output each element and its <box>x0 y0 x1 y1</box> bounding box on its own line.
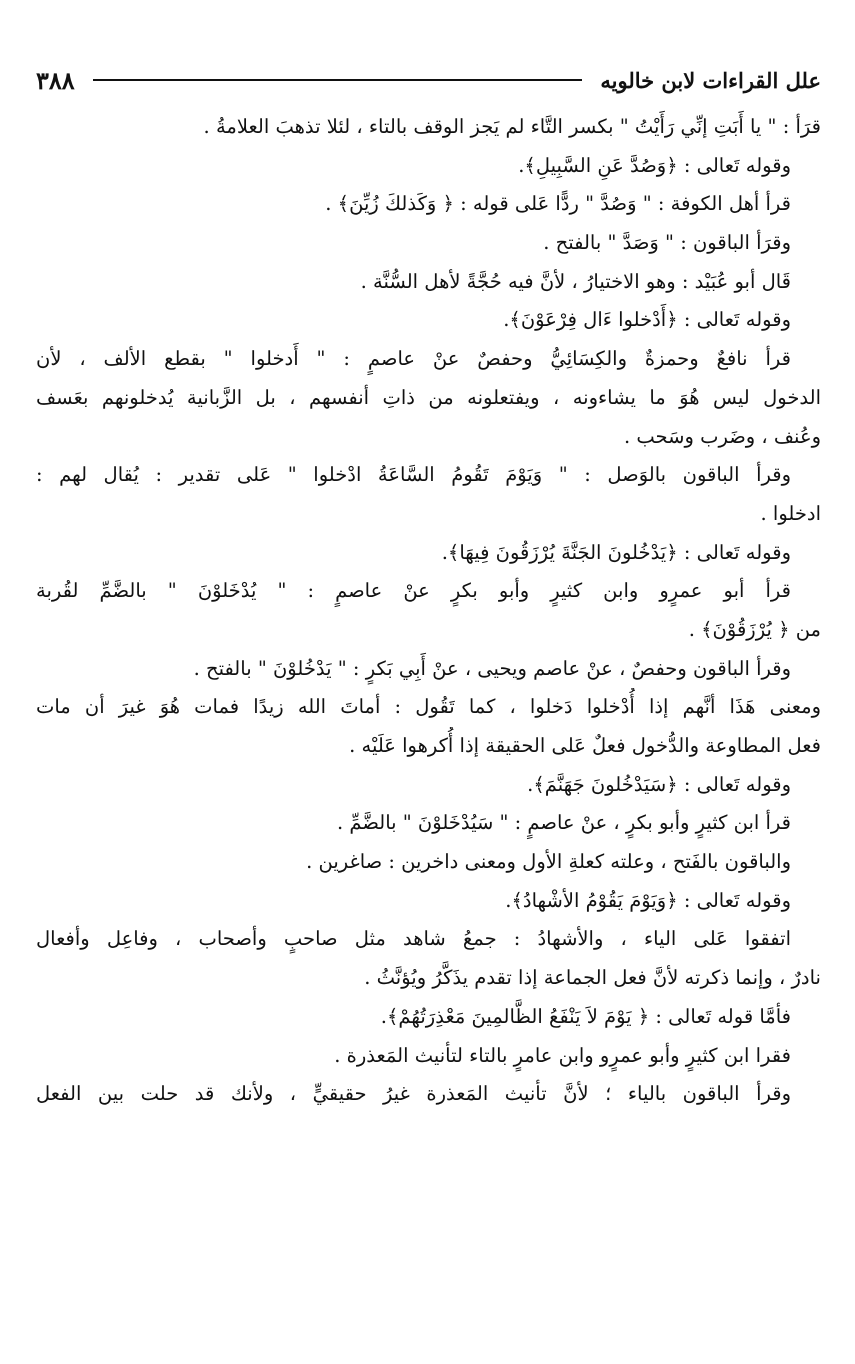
text-line: وقرأ الباقون وحفصٌ ، عنْ عاصم ويحيى ، عنْ أَبِي بَكرٍ : " يَدْخُلوْنَ " بالفتح . <box>193 656 791 680</box>
text-line: قرأ نافعٌ وحمزةٌ والكِسَائِيُّ وحفصٌ عنْ عاصمٍ : " أَدخلوا " بقطع الألف ، لأن <box>36 347 791 371</box>
page-header <box>36 60 821 100</box>
body-text <box>36 108 821 1114</box>
text-line: قرأ ابن كثيرٍ وأبو بكرٍ ، عنْ عاصمٍ : " سَيُدْخَلوْنَ " بالضَّمِّ . <box>336 811 791 835</box>
text-line: ومعنى هَذَا أنَّهم إذا أُدْخلوا دَخلوا ، كما تَقُول : أماتَ الله زيدًا فمات هُوَ غيرَ أن مات <box>36 695 821 719</box>
text-line: اتفقوا عَلى الياء ، والأشهادُ : جمعُ شاهد مثل صاحبٍ وأصحاب ، وفاعِل وأفعال <box>36 927 791 951</box>
text-line: وقوله تَعالى : ﴿يَدْخُلونَ الجَنَّةَ يُرْزَقُونَ فِيهَا﴾. <box>441 540 791 564</box>
text-line: وقرأ الباقون بالوَصل : " وَيَوْمَ تَقُومُ السَّاعَةُ ادْخلوا " عَلى تقدير : يُقال لهم : <box>36 463 791 487</box>
text-line: وقوله تَعالى : ﴿وَيَوْمَ يَقُوْمُ الأشْهادُ﴾. <box>505 888 791 912</box>
text-line: ادخلوا . <box>760 501 821 525</box>
text-line: قرَأ : " يا أَبَتِ إنِّي رَأَيْتُ " بكسر التَّاء لم يَجز الوقف بالتاء ، لئلا تذهبَ العلامةُ . <box>203 115 821 138</box>
text-line: وقرَأ الباقون : " وَصَدَّ " بالفتح . <box>543 231 791 255</box>
text-line: فعل المطاوعة والدُّخول فعلٌ عَلى الحقيقة إذا أُكرهوا عَلَيْه . <box>349 734 821 757</box>
text-line: وقرأ الباقون بالياء ؛ لأنَّ تأنيث المَعذرة غيرُ حقيقيٍّ ، ولأنك قد حلت بين الفعل <box>36 1082 791 1106</box>
text-line: فأمَّا قوله تَعالى : ﴿ يَوْمَ لاَ يَنْفَعُ الظَّالمِينَ مَعْذِرَتُهُمْ﴾. <box>380 1004 791 1028</box>
text-line: من ﴿ يُرْزَقُوْنَ﴾ . <box>688 617 821 641</box>
book-title: علل القراءات لابن خالويه <box>600 67 821 93</box>
text-line: الدخول ليس هُوَ ما يشاءونه ، ويفتعلونه من ذاتِ أنفسهم ، بل الزَّبانية يُدخلونهم بعَسف <box>36 385 821 409</box>
text-line: قرأ أبو عمرٍو وابن كثيرٍ وأبو بكرٍ عنْ عاصمٍ : " يُدْخَلوْنَ " بالضَّمِّ لقُربة <box>36 579 791 603</box>
text-line: نادرٌ ، وإنما ذكرته لأنَّ فعل الجماعة إذا تقدم يذَكَّرُ ويُؤنَّثُ . <box>364 966 821 990</box>
text-line: وقوله تَعالى : ﴿وَصُدَّ عَنِ السَّبِيلِ﴾. <box>518 153 791 177</box>
text-line: والباقون بالفَتح ، وعلته كعلةِ الأول ومعنى داخرين : صاغرين . <box>306 850 791 874</box>
page-number: ٣٨٨ <box>36 65 75 95</box>
text-line: قرأ أهل الكوفة : " وَصُدَّ " ردًّا عَلى قوله : ﴿ وَكَذلكَ زُيِّنَ﴾ . <box>325 192 791 216</box>
text-line: وعُنف ، وضَرب وسَحب . <box>624 424 821 448</box>
text-line: وقوله تَعالى : ﴿سَيَدْخُلونَ جَهَنَّمَ﴾. <box>527 772 791 796</box>
text-line: قَال أبو عُبَيْد : وهو الاختيارُ ، لأنَّ فيه حُجَّةً لأهل السُّنَّة . <box>360 269 791 293</box>
header-rule <box>93 79 583 81</box>
text-line: فقرا ابن كثيرٍ وأبو عمرٍو وابن عامرٍ بالتاء لتأنيث المَعذرة . <box>334 1043 791 1067</box>
text-line: وقوله تَعالى : ﴿أَدْخلوا ءَال فِرْعَوْنَ﴾. <box>503 308 791 332</box>
